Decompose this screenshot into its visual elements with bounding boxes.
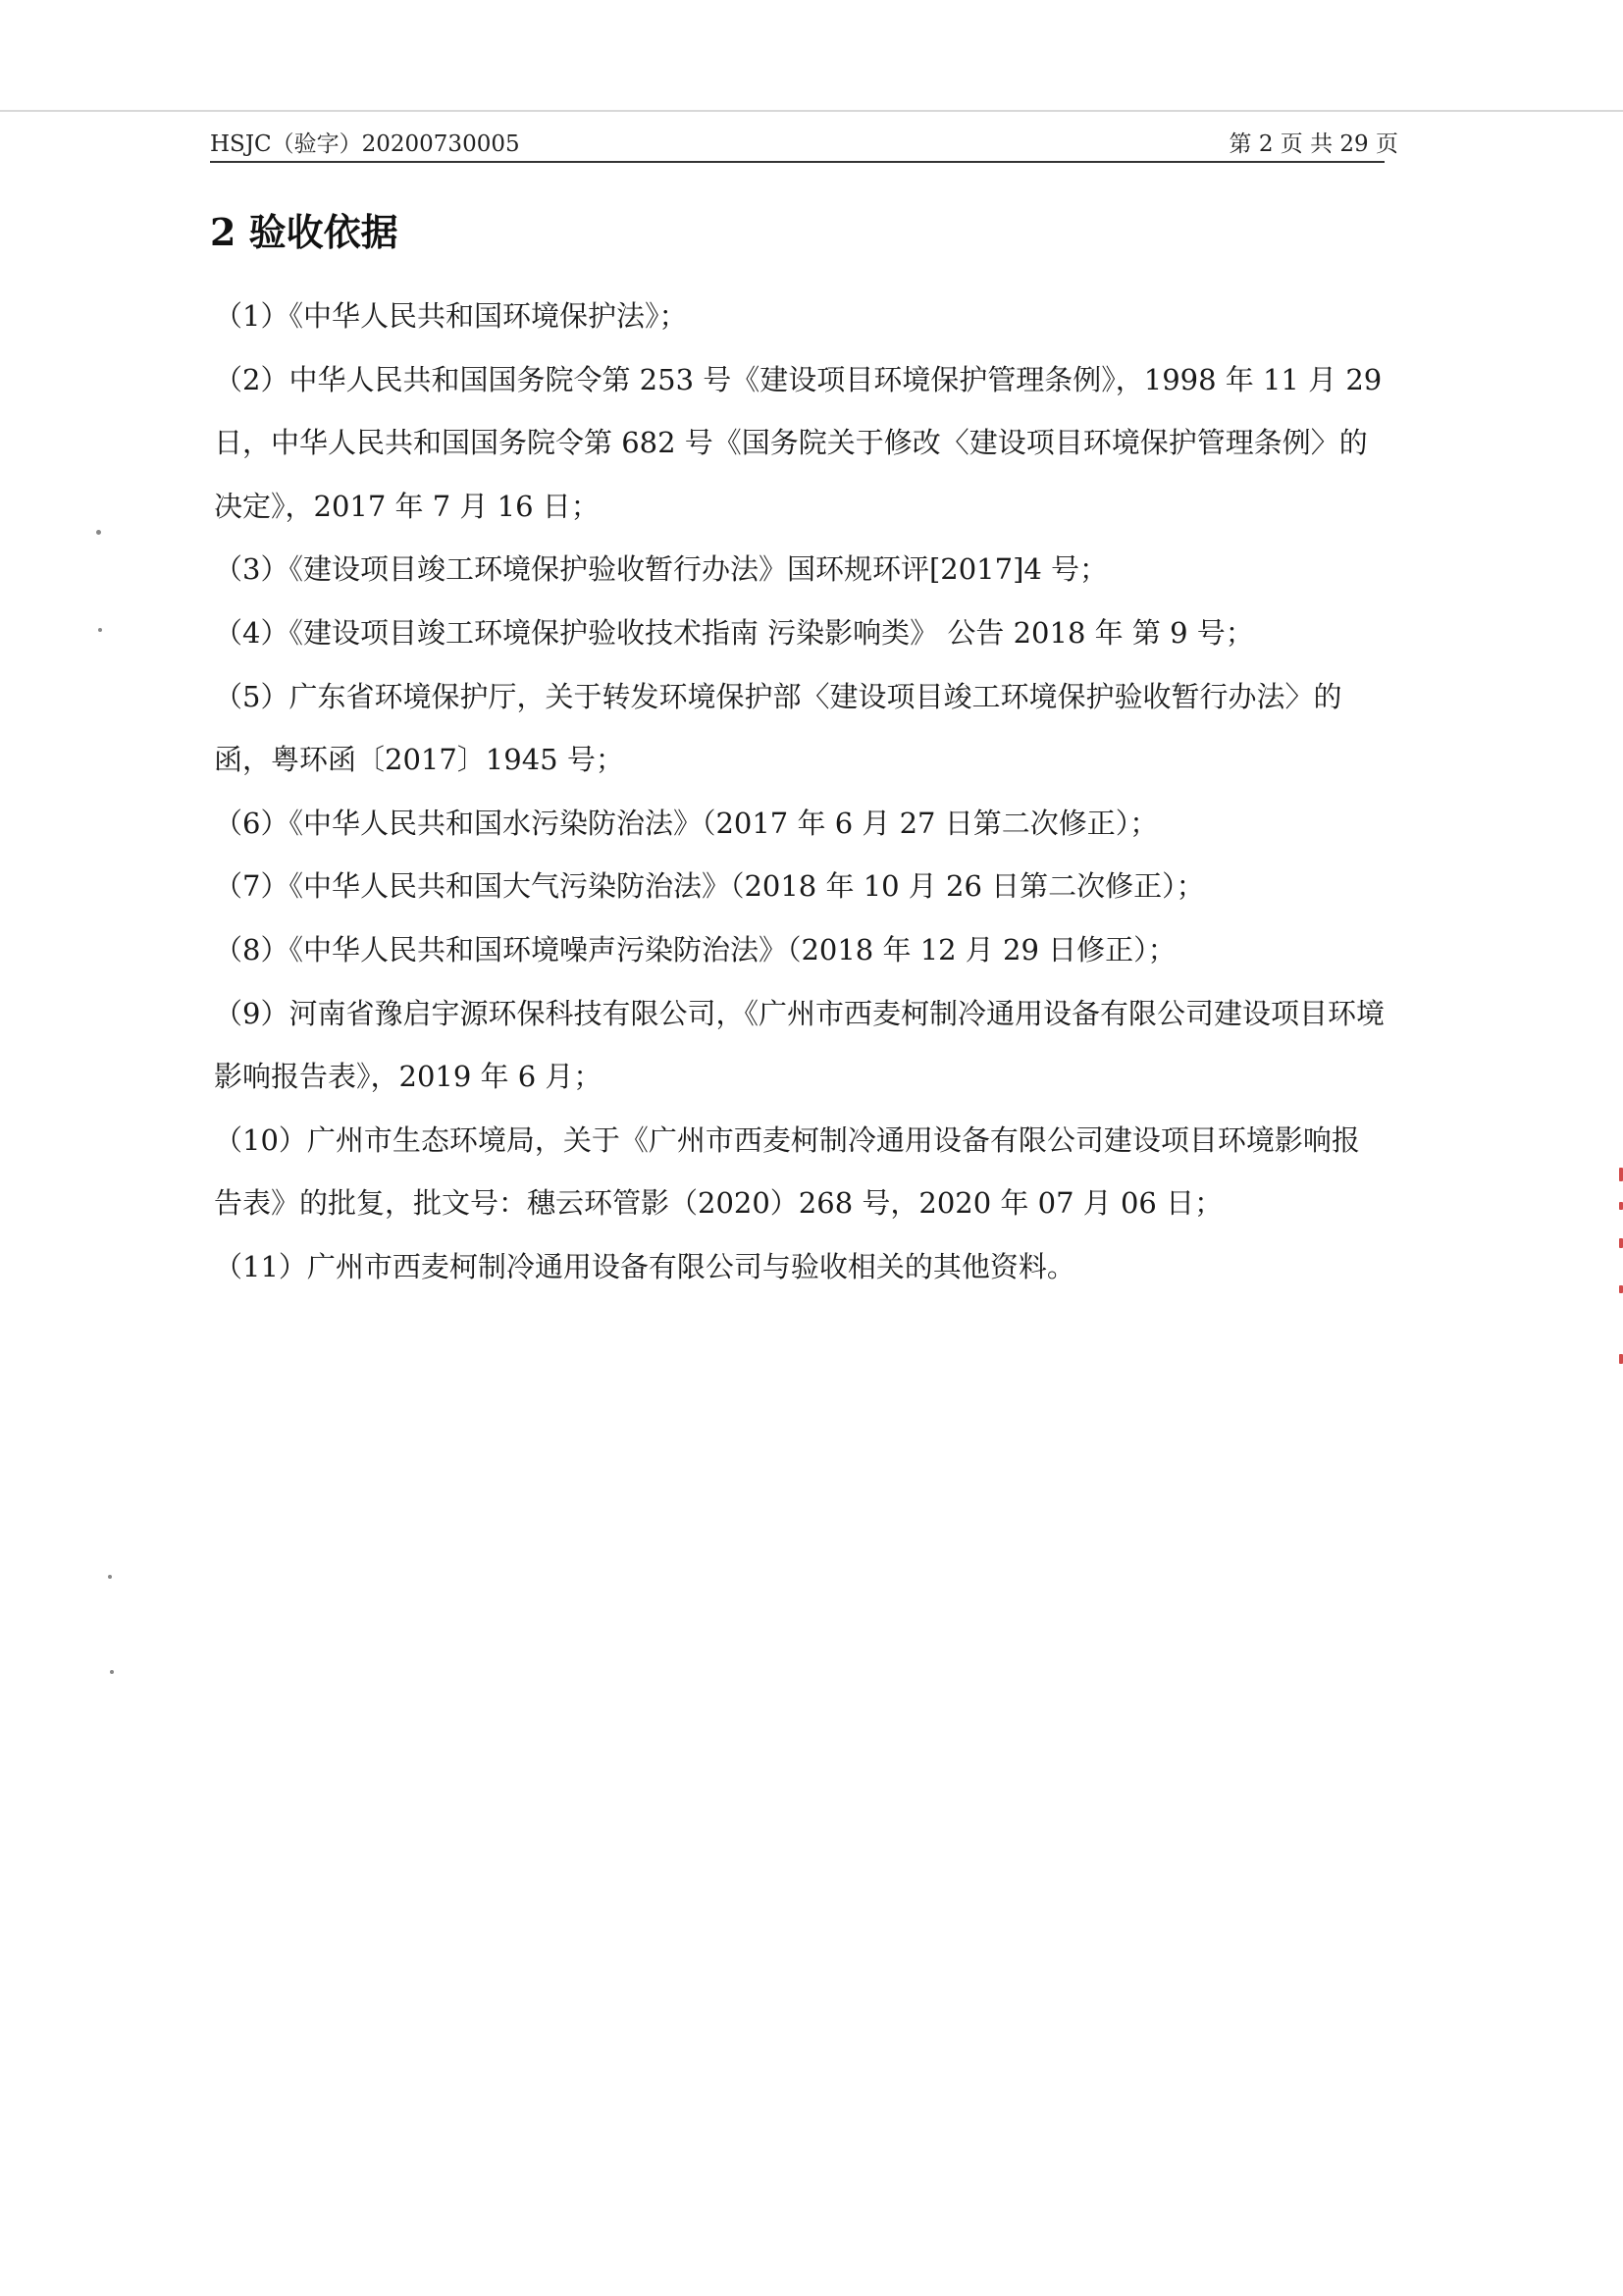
list-item: （3）《建设项目竣工环境保护验收暂行办法》国环规环评[2017]4 号； <box>214 552 1109 587</box>
list-item: （2）中华人民共和国国务院令第 253 号《建设项目环境保护管理条例》，1998 年 11 月 29 日，中华人民共和国国务院令第 682 号《国务院关于修改〈建设项目环境保护管理条例〉的决定》，2017 年 7 月 16 日； <box>214 362 1383 523</box>
scan-speck <box>96 530 101 535</box>
scan-artifact <box>1619 1168 1623 1181</box>
list-item: （11）广州市西麦柯制冷通用设备有限公司与验收相关的其他资料。 <box>214 1249 1075 1283</box>
scan-artifact <box>1619 1285 1623 1293</box>
scan-speck <box>110 1670 114 1674</box>
list-item: （1）《中华人民共和国环境保护法》； <box>214 299 688 333</box>
basis-list <box>214 285 1387 1299</box>
document-code: HSJC（验字）20200730005 <box>210 131 520 157</box>
scan-artifact <box>1619 1238 1623 1248</box>
list-item: （6）《中华人民共和国水污染防治法》（2017 年 6 月 27 日第二次修正）； <box>214 806 1159 840</box>
list-item: （9）河南省豫启宇源环保科技有限公司，《广州市西麦柯制冷通用设备有限公司建设项目环境影响报告表》，2019 年 6 月； <box>214 996 1385 1094</box>
page-number: 第 2 页 共 29 页 <box>1229 131 1398 157</box>
section-title: 2 验收依据 <box>210 210 398 254</box>
header-divider <box>210 161 1385 163</box>
list-item: （7）《中华人民共和国大气污染防治法》（2018 年 10 月 26 日第二次修正）； <box>214 869 1205 904</box>
scan-speck <box>108 1575 112 1579</box>
scan-artifact <box>1619 1354 1623 1364</box>
scan-artifact <box>1619 1202 1623 1210</box>
list-item: （8）《中华人民共和国环境噪声污染防治法》（2018 年 12 月 29 日修正）； <box>214 932 1177 966</box>
page-header <box>210 128 1398 161</box>
list-item: （5）广东省环境保护厅，关于转发环境保护部〈建设项目竣工环境保护验收暂行办法〉的函，粤环函〔2017〕1945 号； <box>214 679 1342 777</box>
list-item: （10）广州市生态环境局，关于《广州市西麦柯制冷通用设备有限公司建设项目环境影响报告表》的批复，批文号：穗云环管影（2020）268 号，2020 年 07 月 06 日； <box>214 1122 1360 1221</box>
scan-speck <box>98 628 102 632</box>
scan-edge-line <box>0 110 1623 112</box>
list-item: （4）《建设项目竣工环境保护验收技术指南 污染影响类》 公告 2018 年 第 9 号； <box>214 615 1254 650</box>
